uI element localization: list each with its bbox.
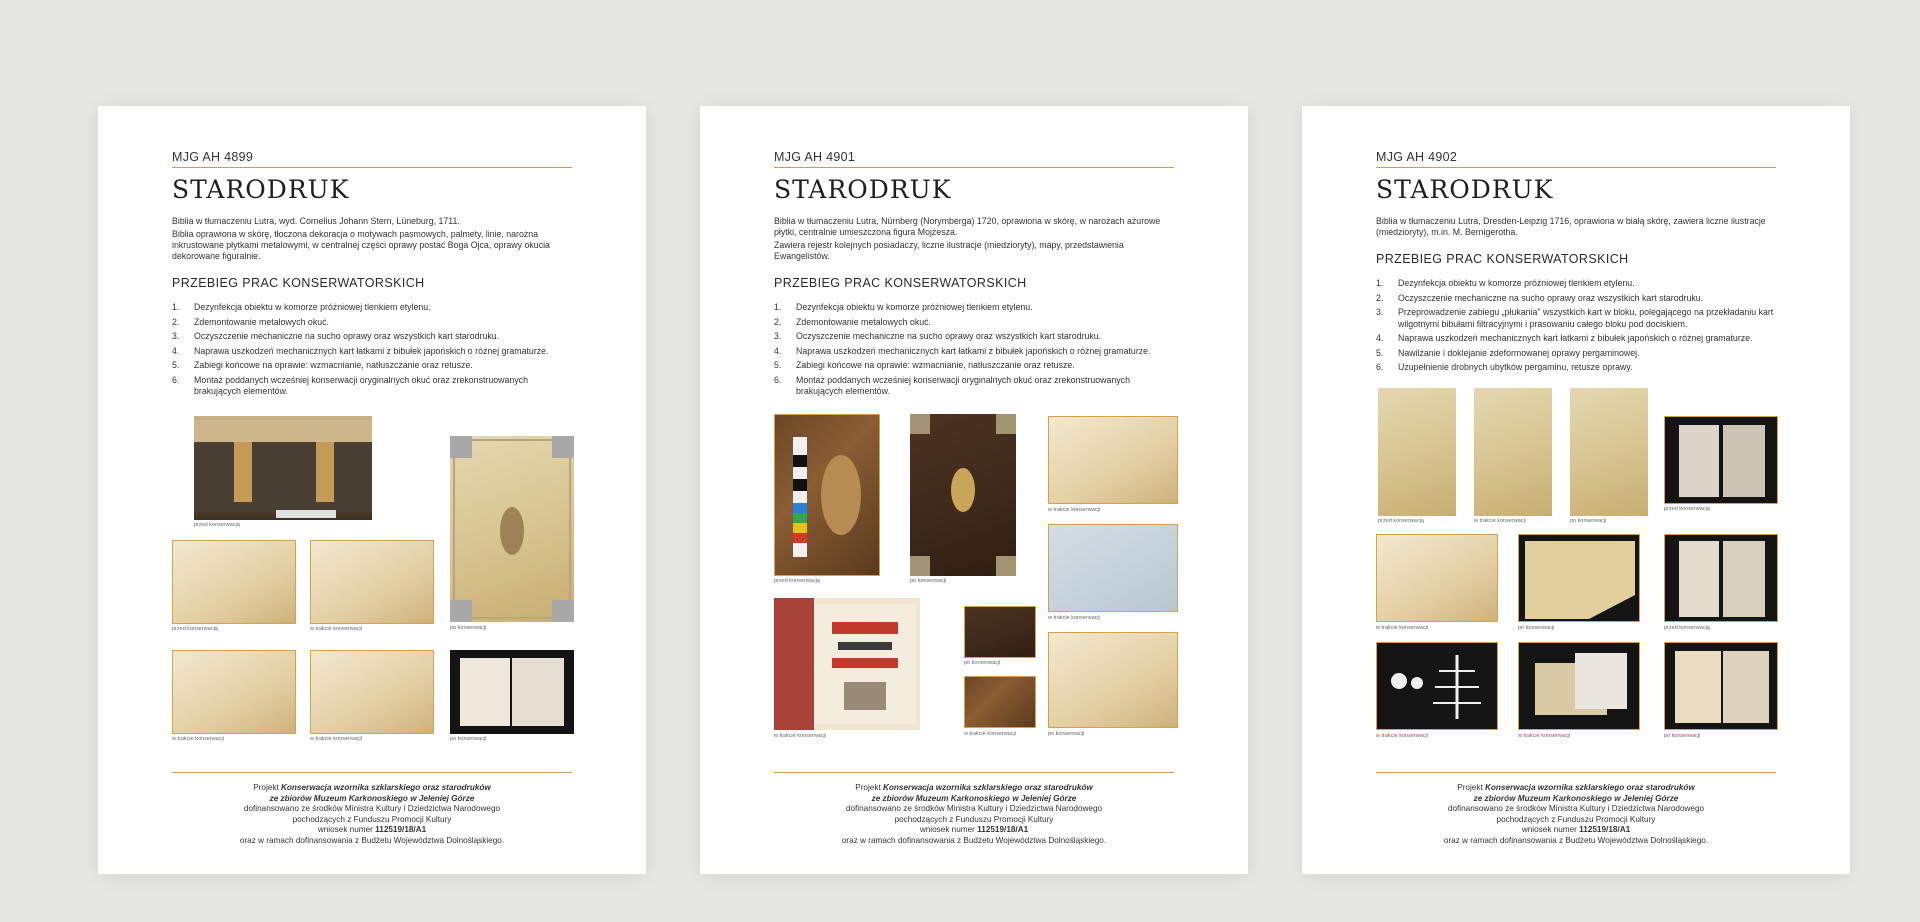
open-book-illustration — [1665, 643, 1778, 730]
engraving-illustration — [1665, 417, 1778, 504]
engraving-photo — [1664, 416, 1778, 504]
photo-caption: po konserwacji — [1570, 517, 1607, 524]
photo-caption: po konserwacji — [910, 577, 947, 584]
step-item: 4. Naprawa uszkodzeń mechanicznych kart łatkami z bibułek japońskich o różnej gramaturze. — [172, 345, 549, 356]
photo-caption: po konserwacji — [450, 735, 487, 742]
photo-caption: w trakcie konserwacji — [1376, 624, 1428, 631]
book-cover-photo — [910, 414, 1016, 576]
photo-caption: przed konserwacją — [1378, 517, 1424, 524]
photo-caption: w trakcie konserwacji — [310, 735, 362, 742]
photo-caption: w trakcie konserwacji — [1376, 732, 1428, 739]
photo-caption: po konserwacji — [1664, 732, 1701, 739]
photo-caption: w trakcie konserwacji — [310, 625, 362, 632]
section-heading: PRZEBIEG PRAC KONSERWATORSKICH — [1376, 252, 1629, 266]
open-book-photo — [774, 598, 920, 730]
step-item: 3. Oczyszczenie mechaniczne na sucho oprawy oraz wszystkich kart starodruku. — [774, 331, 1102, 341]
inventory-code: MJG AH 4899 — [172, 150, 572, 168]
book-spine-photo — [194, 416, 372, 520]
photo-caption: po konserwacji — [1048, 730, 1085, 737]
step-item: 3. Oczyszczenie mechaniczne na sucho oprawy oraz wszystkich kart starodruku. — [172, 331, 500, 341]
page-title: STARODRUK — [1376, 175, 1554, 204]
conservation-steps — [774, 302, 1174, 398]
step-item: 2. Zdemontowanie metalowych okuć. — [774, 316, 931, 327]
step-item: 6. Uzupełnienie drobnych ubytków pergaminu, retusze oprawy. — [1376, 362, 1633, 372]
paper-cut-photo — [1376, 642, 1498, 730]
photo-caption: przed konserwacją — [774, 577, 820, 584]
conservation-photo — [1376, 534, 1498, 622]
document-page-3 — [1302, 106, 1850, 874]
photo-caption: przed konserwacją — [194, 521, 240, 528]
photo-caption: po konserwacji — [964, 659, 1001, 666]
photo-caption: w trakcie konserwacji — [774, 732, 826, 739]
photo-caption: w trakcie konserwacji — [1474, 517, 1526, 524]
photo-caption: po konserwacji — [450, 624, 487, 631]
conservation-photo — [172, 650, 296, 734]
step-item: 5. Zabiegi końcowe na oprawie: wzmacnianie, natłuszczanie oraz retusze. — [172, 360, 473, 370]
title-page-illustration — [1665, 535, 1778, 622]
fitting-photo — [964, 606, 1036, 658]
cover-ornament — [910, 414, 1016, 576]
document-page-2 — [700, 106, 1248, 874]
book-spine-illustration — [194, 416, 372, 520]
title-page-photo — [1664, 534, 1778, 622]
step-item: 1. Dezynfekcja obiektu w komorze próżniowej tlenkiem etylenu. — [1376, 278, 1635, 288]
inventory-code: MJG AH 4902 — [1376, 150, 1776, 168]
description-paragraph: Biblia w tłumaczeniu Lutra, Dresden-Leipzig 1716, oprawiona w białą skórę, zawiera liczne ilustracje (miedzioryty), m.in. M. Bernigerotha. — [1376, 216, 1766, 237]
step-item: 4. Naprawa uszkodzeń mechanicznych kart łatkami z bibułek japońskich o różnej gramaturze. — [774, 345, 1151, 356]
photo-gallery — [774, 414, 1174, 746]
open-book-illustration — [450, 650, 574, 734]
open-book-photo — [1048, 632, 1178, 728]
photo-caption: w trakcie konserwacji — [1048, 614, 1100, 621]
step-item: 6. Montaż poddanych wcześniej konserwacji oryginalnych okuć oraz zrekonstruowanych brakujących elementów. — [774, 374, 1130, 396]
photo-gallery — [1376, 388, 1776, 739]
vellum-cover-photo — [1474, 388, 1552, 516]
color-scale-illustration — [775, 415, 880, 576]
conservation-photo — [1048, 416, 1178, 504]
conservation-photo — [1048, 524, 1178, 612]
step-item: 2. Zdemontowanie metalowych okuć. — [172, 316, 329, 327]
book-block-illustration — [1519, 643, 1640, 730]
title-page-illustration — [774, 598, 920, 730]
conservation-photo — [310, 540, 434, 624]
step-item: 1. Dezynfekcja obiektu w komorze próżniowej tlenkiem etylenu. — [774, 302, 1033, 312]
step-item: 4. Naprawa uszkodzeń mechanicznych kart łatkami z bibułek japońskich o różnej gramaturze. — [1376, 333, 1753, 343]
funding-footer: Projekt Konserwacja wzornika szklarskiego oraz starodruków ze zbiorów Muzeum Karkonoskiego w Jeleniej Górze dofinansowano ze środków Ministra Kultury i Dziedzictwa Narodowego pochodzących z Funduszu Promocji Kultury wniosek numer 112519/18/A1 oraz w ramach dofinansowania z Budżetu Województwa Dolnośląskiego. — [172, 772, 572, 847]
conservation-photo — [310, 650, 434, 734]
book-block-photo — [1518, 642, 1640, 730]
section-heading: PRZEBIEG PRAC KONSERWATORSKICH — [774, 276, 1027, 290]
photo-caption: przed konserwacją — [1664, 624, 1710, 631]
funding-footer: Projekt Konserwacja wzornika szklarskiego oraz starodruków ze zbiorów Muzeum Karkonoskiego w Jeleniej Górze dofinansowano ze środków Ministra Kultury i Dziedzictwa Narodowego pochodzących z Funduszu Promocji Kultury wniosek numer 112519/18/A1 oraz w ramach dofinansowania z Budżetu Województwa Dolnośląskiego. — [1376, 772, 1776, 847]
photo-caption: przed konserwacją — [1664, 505, 1710, 512]
open-book-photo — [450, 650, 574, 734]
description-paragraph: Biblia oprawiona w skórę, tłoczona dekoracja o motywach pasmowych, palmety, linie, narożna inkrustowane płytkami metalowymi, w centralnej części oprawy postać Boga Ojca, oprawy okucia dekorowane figuralnie. — [172, 229, 550, 261]
section-heading: PRZEBIEG PRAC KONSERWATORSKICH — [172, 276, 425, 290]
book-cover-photo — [450, 436, 574, 622]
step-item: 5. Zabiegi końcowe na oprawie: wzmacnianie, natłuszczanie oraz retusze. — [774, 360, 1075, 370]
step-item: 1. Dezynfekcja obiektu w komorze próżniowej tlenkiem etylenu. — [172, 302, 431, 312]
step-item: 6. Montaż poddanych wcześniej konserwacji oryginalnych okuć oraz zrekonstruowanych brakujących elementów. — [172, 374, 528, 396]
page-title: STARODRUK — [172, 175, 350, 204]
conservation-steps — [172, 302, 572, 398]
photo-caption: w trakcie konserwacji — [1048, 506, 1100, 513]
photo-caption: przed konserwacją — [172, 625, 218, 632]
conservation-steps — [1376, 278, 1776, 374]
description-paragraph: Biblia w tłumaczeniu Lutra, wyd. Cornelius Johann Stern, Lüneburg, 1711. — [172, 216, 460, 226]
vellum-cover-photo — [1378, 388, 1456, 516]
tree-cutout-illustration — [1377, 643, 1498, 730]
document-page-1 — [98, 106, 646, 874]
description-paragraph: Biblia w tłumaczeniu Lutra, Nürnberg (Norymberga) 1720, oprawiona w skórę, w narożach ażurowe płytki, centralnie umieszczona figura Mojżesza. — [774, 216, 1161, 237]
page-title: STARODRUK — [774, 175, 952, 204]
open-book-photo — [1664, 642, 1778, 730]
photo-caption: w trakcie konserwacji — [1518, 732, 1570, 739]
photo-gallery — [172, 414, 572, 746]
detail-photo — [774, 414, 880, 576]
photo-caption: w trakcie konserwacji — [964, 730, 1016, 737]
cover-ornament — [450, 436, 574, 622]
conservation-photo — [172, 540, 296, 624]
photo-caption: w trakcie konserwacji — [172, 735, 224, 742]
photo-caption: po konserwacji — [1518, 624, 1555, 631]
step-item: 3. Przeprowadzenie zabiegu „płukania" wszystkich kart w bloku, polegającego na przekładaniu kart wilgotnymi bibułami filtracyjnymi i prasowaniu całego bloku pod dociskiem. — [1376, 307, 1774, 329]
description-paragraph: Zawiera rejestr kolejnych posiadaczy, liczne ilustracje (miedzioryty), mapy, przedstawienia Ewangelistów. — [774, 240, 1124, 261]
page-corner-illustration — [1519, 535, 1640, 622]
inventory-code: MJG AH 4901 — [774, 150, 1174, 168]
funding-footer: Projekt Konserwacja wzornika szklarskiego oraz starodruków ze zbiorów Muzeum Karkonoskiego w Jeleniej Górze dofinansowano ze środków Ministra Kultury i Dziedzictwa Narodowego pochodzących z Funduszu Promocji Kultury wniosek numer 112519/18/A1 oraz w ramach dofinansowania z Budżetu Województwa Dolnośląskiego. — [774, 772, 1174, 847]
vellum-cover-photo — [1570, 388, 1648, 516]
step-item: 5. Nawilżanie i doklejanie zdeformowanej oprawy pergaminowej. — [1376, 347, 1640, 358]
fitting-photo — [964, 676, 1036, 728]
step-item: 2. Oczyszczenie mechaniczne na sucho oprawy oraz wszystkich kart starodruku. — [1376, 292, 1704, 303]
conservation-photo — [1518, 534, 1640, 622]
